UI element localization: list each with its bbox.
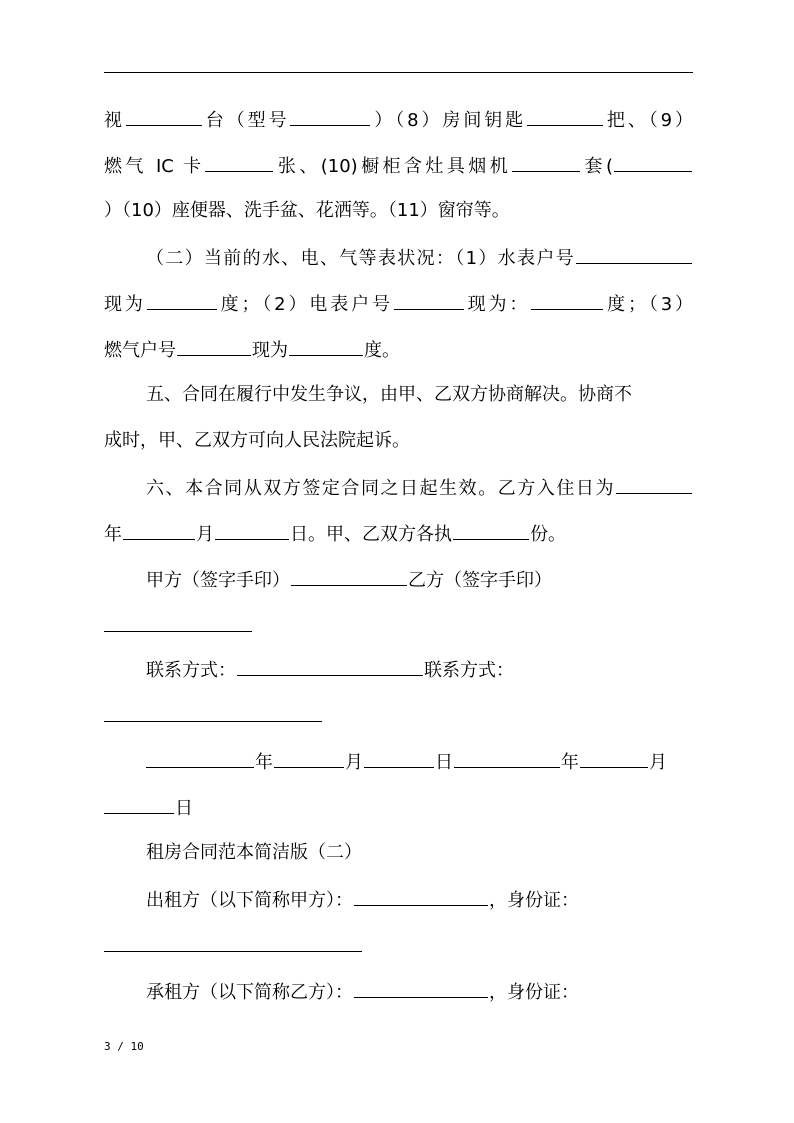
text-segment: 联系方式：: [424, 660, 514, 681]
text-segment: 甲方（签字手印）: [146, 570, 290, 591]
blank-field[interactable]: [146, 748, 254, 768]
text-segment: 日: [435, 752, 453, 773]
text-segment: 成时，甲、乙双方可向人民法院起诉。: [104, 430, 410, 451]
text-segment: 现为: [252, 340, 288, 361]
blank-field[interactable]: [215, 520, 289, 540]
text-line-1: [104, 106, 693, 132]
text-line-2: [104, 152, 693, 178]
blank-field[interactable]: [237, 656, 423, 676]
text-segment: 张、(10)橱柜含灶具烟机: [274, 156, 512, 177]
text-segment: 月: [196, 524, 214, 545]
blank-field[interactable]: [454, 748, 560, 768]
text-segment: 套(: [581, 156, 614, 177]
blank-field[interactable]: [123, 520, 195, 540]
text-segment: 把、（9）: [604, 110, 694, 131]
section-heading: [146, 840, 693, 866]
text-line-3: [104, 198, 693, 224]
text-segment: 现为: [104, 294, 146, 315]
text-segment: 燃气户号: [104, 340, 176, 361]
text-segment: 现为：: [464, 294, 531, 315]
text-segment: 度；（2）电表户号: [217, 294, 393, 315]
text-line-9: [146, 474, 693, 500]
text-line-19: [104, 932, 693, 958]
blank-field[interactable]: [364, 748, 434, 768]
text-segment: 日: [175, 798, 193, 819]
text-segment: 日。甲、乙双方各执: [290, 524, 452, 545]
blank-field[interactable]: [616, 474, 692, 494]
text-line-10: [104, 520, 693, 546]
text-segment: 乙方（签字手印）: [408, 570, 552, 591]
text-line-13: [146, 656, 693, 682]
text-segment: 台（型号: [202, 110, 290, 131]
blank-field[interactable]: [453, 520, 529, 540]
text-line-7: [146, 382, 693, 408]
blank-field[interactable]: [531, 290, 603, 310]
text-line-14: [104, 702, 693, 728]
blank-field[interactable]: [354, 978, 488, 998]
text-line-5: [104, 290, 693, 316]
blank-field[interactable]: [104, 932, 362, 952]
text-segment: 年: [255, 752, 273, 773]
text-line-8: [104, 428, 693, 454]
blank-field[interactable]: [177, 336, 251, 356]
text-segment: 联系方式：: [146, 660, 236, 681]
text-line-20: [146, 978, 693, 1004]
blank-field[interactable]: [614, 152, 692, 172]
text-segment: 月: [649, 752, 667, 773]
text-segment: 五、合同在履行中发生争议，由甲、乙双方协商解决。协商不: [146, 384, 632, 405]
blank-field[interactable]: [291, 566, 407, 586]
blank-field[interactable]: [527, 106, 603, 126]
text-segment: 年: [104, 524, 122, 545]
text-segment: （二）当前的水、电、气等表状况：（1）水表户号: [146, 248, 575, 269]
text-segment: 六、本合同从双方签定合同之日起生效。乙方入住日为: [146, 478, 615, 499]
blank-field[interactable]: [205, 152, 273, 172]
text-segment: ，身份证：: [489, 982, 579, 1003]
blank-field[interactable]: [394, 290, 464, 310]
text-segment: ）（10）座便器、洗手盆、花洒等。（11）窗帘等。: [104, 200, 510, 221]
header-rule: [104, 72, 693, 73]
blank-field[interactable]: [104, 702, 322, 722]
text-segment: 视: [104, 110, 125, 131]
text-line-4: [146, 244, 693, 270]
text-segment: 年: [561, 752, 579, 773]
blank-field[interactable]: [512, 152, 580, 172]
blank-field[interactable]: [290, 106, 370, 126]
blank-field[interactable]: [104, 794, 174, 814]
blank-field[interactable]: [274, 748, 344, 768]
blank-field[interactable]: [147, 290, 217, 310]
text-line-11: [146, 566, 693, 592]
text-segment: 租房合同范本简洁版（二）: [146, 842, 362, 863]
blank-field[interactable]: [126, 106, 202, 126]
text-segment: 承租方（以下简称乙方）：: [146, 982, 353, 1003]
text-segment: 燃气 IC 卡: [104, 156, 205, 177]
blank-field[interactable]: [576, 244, 692, 264]
text-line-16: [104, 794, 693, 820]
text-line-12: [104, 612, 693, 638]
text-segment: 度。: [364, 340, 400, 361]
text-line-18: [146, 886, 693, 912]
blank-field[interactable]: [289, 336, 363, 356]
text-segment: ）（8）房间钥匙: [371, 110, 527, 131]
text-segment: 出租方（以下简称甲方）：: [146, 890, 353, 911]
text-segment: 月: [345, 752, 363, 773]
blank-field[interactable]: [354, 886, 488, 906]
blank-field[interactable]: [104, 612, 252, 632]
text-line-15: [146, 748, 693, 774]
page-number: 3 / 10: [104, 1040, 144, 1053]
text-segment: 度；（3）: [604, 294, 694, 315]
text-line-6: [104, 336, 693, 362]
text-segment: ，身份证：: [489, 890, 579, 911]
blank-field[interactable]: [580, 748, 648, 768]
text-segment: 份。: [530, 524, 566, 545]
